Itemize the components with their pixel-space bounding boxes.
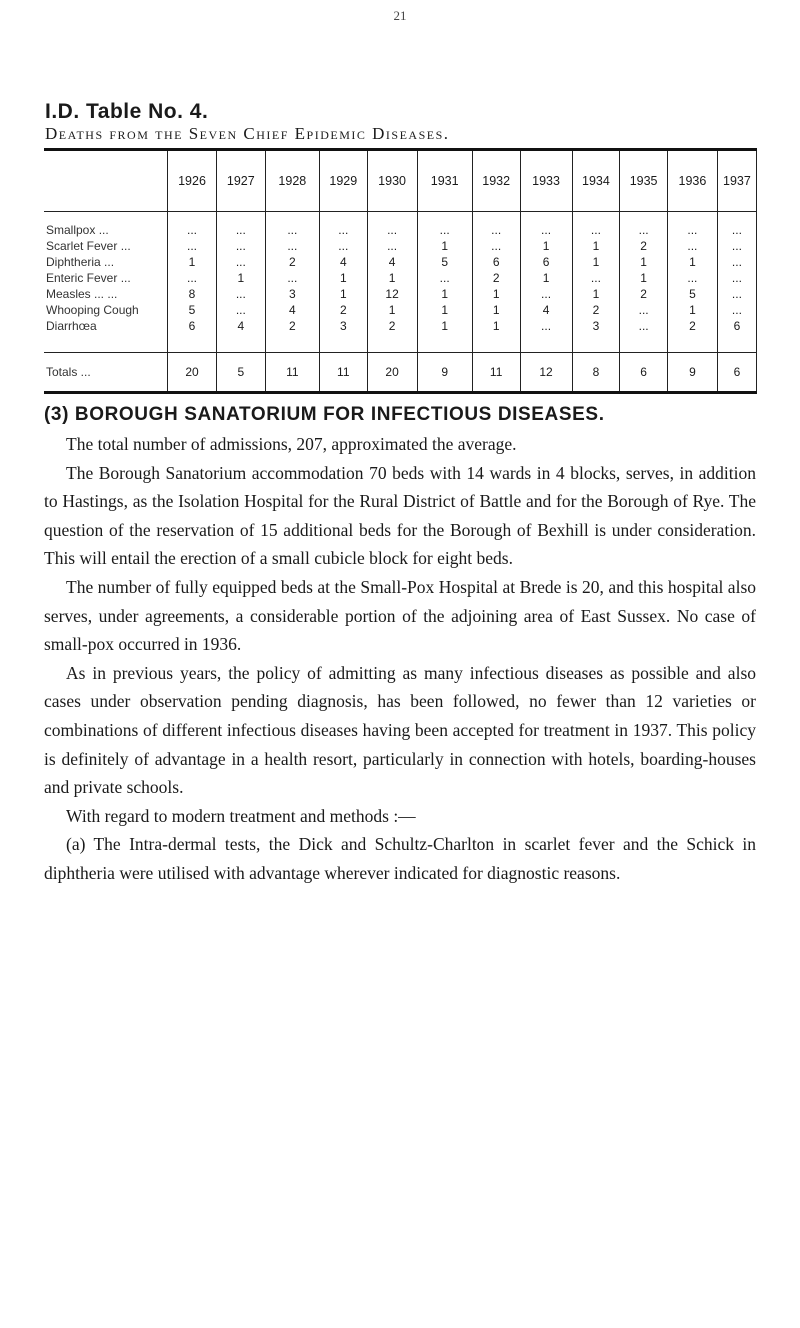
table-cell: 5 [168, 302, 217, 318]
table-cell: ... [620, 222, 668, 238]
table-cell: ... [168, 270, 217, 286]
table-cell: ... [572, 270, 620, 286]
table-row-measles [44, 286, 757, 302]
table-cell: 5 [417, 254, 472, 270]
table-cell: ... [667, 270, 717, 286]
totals-row [44, 353, 757, 393]
table-cell: 2 [620, 286, 668, 302]
table-cell: 1 [417, 286, 472, 302]
table-cell: ... [520, 318, 572, 334]
table-cell: ... [717, 286, 756, 302]
paragraph: The total number of admissions, 207, approximated the average. [66, 434, 517, 454]
table-cell: 2 [620, 238, 668, 254]
table-cell: ... [319, 222, 367, 238]
table-cell: 6 [168, 318, 217, 334]
total-cell: 11 [319, 353, 367, 393]
year-header: 1934 [572, 150, 620, 212]
table-cell: ... [620, 318, 668, 334]
table-cell: 4 [265, 302, 319, 318]
table-cell: 1 [417, 238, 472, 254]
year-header: 1932 [472, 150, 520, 212]
table-cell: 1 [520, 270, 572, 286]
table-cell: 3 [319, 318, 367, 334]
table-cell: 1 [520, 238, 572, 254]
table-cell: ... [520, 222, 572, 238]
table-cell: ... [417, 270, 472, 286]
total-cell: 11 [472, 353, 520, 393]
section-heading: (3) BOROUGH SANATORIUM FOR INFECTIOUS DISEASES. [44, 404, 605, 425]
table-cell: 1 [572, 238, 620, 254]
table-row-whooping-cough [44, 302, 757, 318]
total-cell: 6 [620, 353, 668, 393]
table-row-diphtheria [44, 254, 757, 270]
table-cell: ... [667, 238, 717, 254]
table-cell: 1 [472, 318, 520, 334]
table-cell: 1 [620, 270, 668, 286]
table-row-enteric-fever [44, 270, 757, 286]
table-cell: 1 [319, 270, 367, 286]
table-cell: 3 [572, 318, 620, 334]
table-cell: 2 [572, 302, 620, 318]
table-cell: 6 [472, 254, 520, 270]
table-cell: 12 [367, 286, 417, 302]
table-cell: ... [265, 270, 319, 286]
table-cell: 5 [667, 286, 717, 302]
paragraph: With regard to modern treatment and methods :— [66, 805, 416, 826]
table-cell: ... [572, 222, 620, 238]
table-row-smallpox [44, 222, 757, 238]
table-cell: ... [216, 302, 265, 318]
table-cell: 1 [417, 318, 472, 334]
table-cell: ... [717, 302, 756, 318]
table-cell: ... [216, 286, 265, 302]
table-cell: ... [472, 238, 520, 254]
table-cell: 4 [216, 318, 265, 334]
table-cell: ... [216, 254, 265, 270]
total-cell: 12 [520, 353, 572, 393]
total-cell: 20 [168, 353, 217, 393]
header-rule [44, 212, 757, 223]
table-cell: ... [216, 238, 265, 254]
spacer-row [44, 334, 757, 353]
table-cell: ... [417, 222, 472, 238]
table-cell: 6 [717, 318, 756, 334]
total-cell: 5 [216, 353, 265, 393]
row-label: Diarrhœa [46, 319, 97, 333]
total-cell: 8 [572, 353, 620, 393]
table-cell: ... [717, 238, 756, 254]
row-label: Smallpox ... [46, 223, 109, 237]
section-body [44, 430, 756, 888]
totals-label: Totals ... [44, 353, 168, 393]
row-label: Measles ... ... [46, 287, 118, 301]
table-cell: 2 [667, 318, 717, 334]
table-cell: 1 [572, 254, 620, 270]
table-cell: ... [216, 222, 265, 238]
table-cell: ... [717, 254, 756, 270]
table-cell: 1 [667, 302, 717, 318]
paragraph: The number of fully equipped beds at the Small-Pox Hospital at Brede is 20, and this hospital also serves, under agreements, a considerable portion of the adjoining area of East Sussex. No case of small-pox occurred in 1936. [44, 576, 756, 655]
table-cell: 3 [265, 286, 319, 302]
table-cell: ... [367, 238, 417, 254]
table-cell: ... [472, 222, 520, 238]
year-header: 1928 [265, 150, 319, 212]
table-title: I.D. Table No. 4. [45, 100, 209, 123]
table-cell: ... [667, 222, 717, 238]
page-number: 21 [393, 8, 407, 23]
table-cell: 4 [520, 302, 572, 318]
table-cell: 1 [572, 286, 620, 302]
year-header: 1936 [667, 150, 717, 212]
year-header-row [44, 150, 757, 212]
total-cell: 9 [417, 353, 472, 393]
table-cell: 8 [168, 286, 217, 302]
table-cell: 1 [319, 286, 367, 302]
table-cell: 2 [265, 254, 319, 270]
table-cell: 1 [472, 286, 520, 302]
table-cell: 1 [367, 270, 417, 286]
year-header: 1930 [367, 150, 417, 212]
year-header: 1935 [620, 150, 668, 212]
table-cell: ... [265, 222, 319, 238]
year-header: 1926 [168, 150, 217, 212]
table-cell: 1 [667, 254, 717, 270]
year-header: 1929 [319, 150, 367, 212]
table-cell: 4 [319, 254, 367, 270]
total-cell: 11 [265, 353, 319, 393]
deaths-table [44, 148, 757, 394]
year-header: 1931 [417, 150, 472, 212]
row-label: Scarlet Fever ... [46, 239, 131, 253]
table-cell: ... [717, 222, 756, 238]
year-header: 1937 [717, 150, 756, 212]
header-corner [44, 150, 168, 212]
table-row-scarlet-fever [44, 238, 757, 254]
year-header: 1933 [520, 150, 572, 212]
table-cell: ... [367, 222, 417, 238]
table-cell: 2 [367, 318, 417, 334]
table-cell: 4 [367, 254, 417, 270]
table-cell: ... [168, 222, 217, 238]
table-row-diarrhoea [44, 318, 757, 334]
total-cell: 20 [367, 353, 417, 393]
table-cell: 1 [168, 254, 217, 270]
table-cell: ... [319, 238, 367, 254]
total-cell: 6 [717, 353, 756, 393]
paragraph: As in previous years, the policy of admitting as many infectious diseases as possible and also cases under observation pending diagnosis, has been followed, no fewer than 12 varieties or combinations of different infectious diseases having been accepted for treatment in 1937. This policy is definitely of advantage in a health resort, particularly in connection with hotels, boarding-houses and private schools. [44, 662, 756, 798]
table-cell: ... [717, 270, 756, 286]
table-cell: 2 [319, 302, 367, 318]
paragraph: The Borough Sanatorium accommodation 70 beds with 14 wards in 4 blocks, serves, in addition to Hastings, as the Isolation Hospital for the Rural District of Battle and for the Borough of Rye. The question of the reservation of 15 additional beds for the Borough of Bexhill is under consideration. This will entail the erection of a small cubicle block for eight beds. [44, 462, 756, 569]
row-label: Enteric Fever ... [46, 271, 131, 285]
paragraph: (a) The Intra-dermal tests, the Dick and Schultz-Charlton in scarlet fever and the Schick in diphtheria were utilised with advantage wherever indicated for diagnostic reasons. [44, 834, 756, 883]
year-header: 1927 [216, 150, 265, 212]
row-label: Whooping Cough [46, 303, 139, 317]
table-subtitle: Deaths from the Seven Chief Epidemic Diseases. [45, 124, 450, 143]
table-cell: ... [168, 238, 217, 254]
table-cell: 1 [620, 254, 668, 270]
total-cell: 9 [667, 353, 717, 393]
table-cell: 2 [265, 318, 319, 334]
table-cell: ... [265, 238, 319, 254]
table-cell: ... [520, 286, 572, 302]
table-cell: 1 [472, 302, 520, 318]
table-cell: 1 [417, 302, 472, 318]
table-cell: 1 [367, 302, 417, 318]
table-cell: ... [620, 302, 668, 318]
table-cell: 2 [472, 270, 520, 286]
table-cell: 1 [216, 270, 265, 286]
row-label: Diphtheria ... [46, 255, 115, 269]
table-cell: 6 [520, 254, 572, 270]
